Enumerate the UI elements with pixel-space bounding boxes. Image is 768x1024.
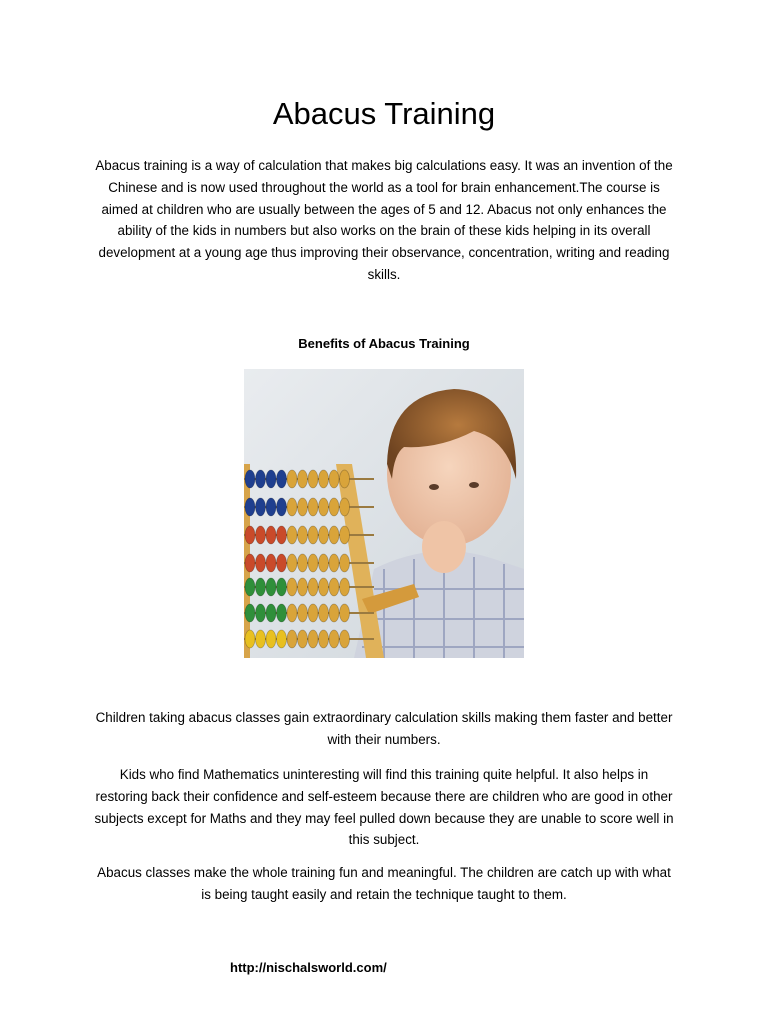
benefits-heading: Benefits of Abacus Training: [298, 336, 470, 351]
intro-paragraph: Abacus training is a way of calculation that makes big calculations easy. It was an invention of the Chinese and is now used throughout the world as a tool for brain enhancement.The course is aimed at children who are usually between the ages of 5 and 12. Abacus not only enhances the ability of the kids in numbers but also works on the brain of these kids helping in its overall development at a young age thus improving their observance, concentration, writing and reading skills.: [95, 158, 673, 282]
child-with-abacus-photo: [244, 369, 524, 658]
benefit-paragraph-3: Abacus classes make the whole training fun and meaningful. The children are catch up with what is being taught easily and retain the technique taught to them.: [97, 865, 671, 902]
benefit-paragraph-2: Kids who find Mathematics uninteresting will find this training quite helpful. It also helps in restoring back their confidence and self-esteem because there are children who are good in other subjects except for Maths and they may feel pulled down because they are unable to score well in this subject.: [94, 767, 674, 848]
page-title: Abacus Training: [272, 96, 496, 131]
footer-link[interactable]: http://nischalsworld.com/: [230, 960, 387, 975]
benefit-paragraph-1: Children taking abacus classes gain extraordinary calculation skills making them faster and better with their numbers.: [95, 710, 673, 747]
